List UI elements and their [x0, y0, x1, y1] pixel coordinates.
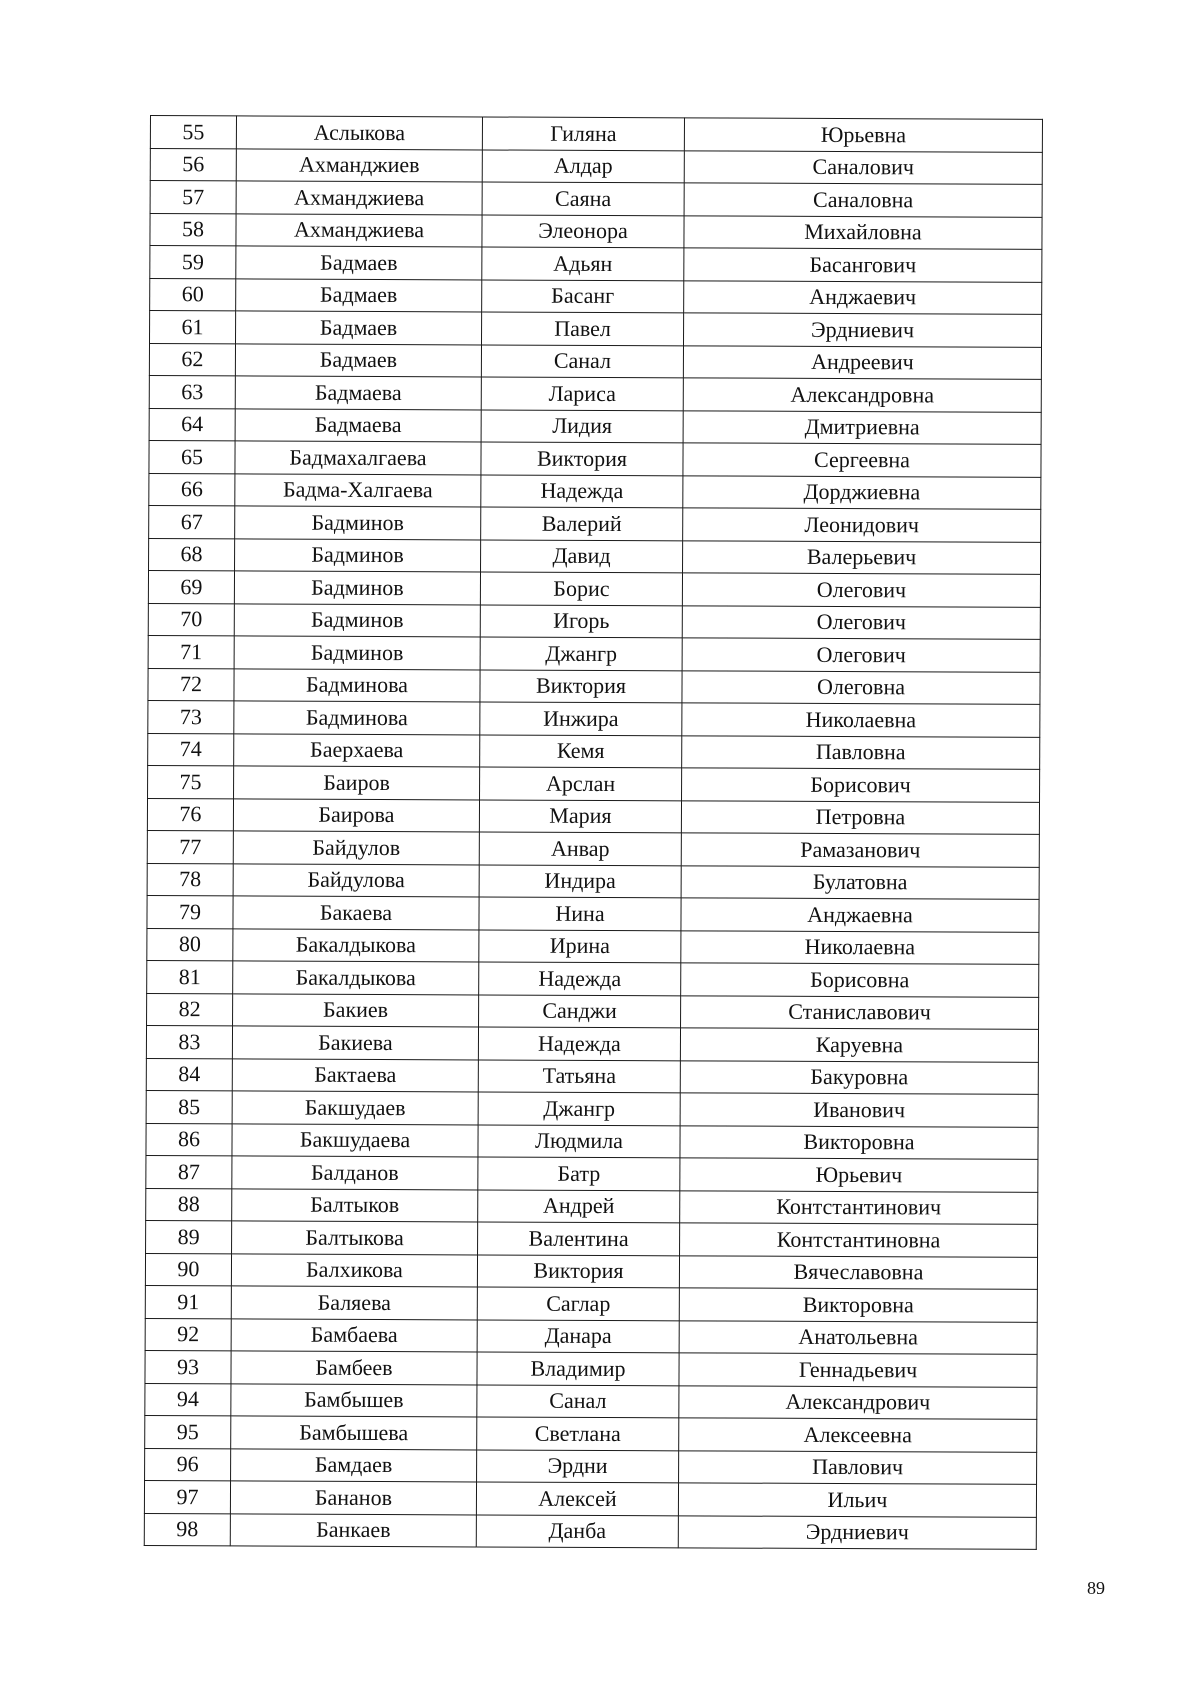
patronymic-cell: Вячеславовна	[679, 1255, 1037, 1289]
row-number-cell: 87	[146, 1155, 232, 1188]
row-number-cell: 67	[149, 505, 235, 538]
patronymic-cell: Анджаевич	[684, 280, 1042, 314]
row-number-cell: 83	[146, 1025, 232, 1058]
row-number-cell: 70	[148, 603, 234, 636]
last-name-cell: Бакалдыкова	[233, 928, 479, 962]
first-name-cell: Данара	[477, 1319, 679, 1352]
row-number-cell: 86	[146, 1123, 232, 1156]
row-number-cell: 58	[150, 213, 236, 246]
first-name-cell: Андрей	[478, 1189, 680, 1222]
first-name-cell: Игорь	[480, 604, 682, 637]
first-name-cell: Санджи	[479, 994, 681, 1027]
row-number-cell: 65	[149, 440, 235, 473]
table-row	[149, 440, 1041, 476]
patronymic-cell: Иванович	[680, 1093, 1038, 1127]
row-number-cell: 94	[145, 1383, 231, 1416]
table-row	[145, 1318, 1037, 1354]
table-row	[148, 570, 1040, 606]
row-number-cell: 74	[148, 733, 234, 766]
table-row	[148, 733, 1040, 769]
table-row	[146, 1155, 1038, 1191]
first-name-cell: Людмила	[478, 1124, 680, 1157]
last-name-cell: Баиров	[234, 766, 480, 800]
first-name-cell: Мария	[479, 799, 681, 832]
table-row	[149, 408, 1041, 444]
last-name-cell: Бадмахалгаева	[235, 441, 481, 475]
row-number-cell: 82	[147, 993, 233, 1026]
last-name-cell: Бакшудаев	[232, 1091, 478, 1125]
row-number-cell: 56	[150, 148, 236, 181]
table-row	[145, 1383, 1037, 1419]
row-number-cell: 98	[144, 1513, 230, 1546]
table-row	[148, 700, 1040, 736]
patronymic-cell: Александрович	[679, 1385, 1037, 1419]
last-name-cell: Бадминов	[235, 538, 481, 572]
table-row	[145, 1350, 1037, 1386]
table-row	[147, 830, 1039, 866]
first-name-cell: Виктория	[480, 669, 682, 702]
row-number-cell: 95	[145, 1415, 231, 1448]
first-name-cell: Алдар	[482, 149, 684, 182]
row-number-cell: 97	[144, 1480, 230, 1513]
last-name-cell: Бамбаева	[231, 1318, 477, 1352]
first-name-cell: Валерий	[481, 507, 683, 540]
patronymic-cell: Каруевна	[680, 1028, 1038, 1062]
last-name-cell: Бамбышева	[231, 1416, 477, 1450]
row-number-cell: 80	[147, 928, 233, 961]
patronymic-cell: Ильич	[678, 1483, 1036, 1517]
patronymic-cell: Валерьевич	[683, 540, 1041, 574]
table-row	[146, 1025, 1038, 1061]
row-number-cell: 71	[148, 635, 234, 668]
last-name-cell: Бакиева	[232, 1026, 478, 1060]
first-name-cell: Надежда	[481, 474, 683, 507]
patronymic-cell: Борисовна	[681, 963, 1039, 997]
table-row	[144, 1480, 1036, 1516]
row-number-cell: 73	[148, 700, 234, 733]
row-number-cell: 77	[147, 830, 233, 863]
patronymic-cell: Николаевна	[682, 703, 1040, 737]
patronymic-cell: Олегович	[682, 605, 1040, 639]
last-name-cell: Балданов	[232, 1156, 478, 1190]
row-number-cell: 57	[150, 181, 236, 214]
table-row	[150, 246, 1042, 282]
table-row	[144, 1513, 1036, 1549]
row-number-cell: 84	[146, 1058, 232, 1091]
table-row	[148, 603, 1040, 639]
table-row	[146, 1123, 1038, 1159]
first-name-cell: Элеонора	[482, 214, 684, 247]
patronymic-cell: Андреевич	[683, 345, 1041, 379]
last-name-cell: Бамбеев	[231, 1351, 477, 1385]
first-name-cell: Нина	[479, 897, 681, 930]
table-row	[148, 635, 1040, 671]
first-name-cell: Джангр	[480, 637, 682, 670]
first-name-cell: Виктория	[481, 442, 683, 475]
last-name-cell: Байдулова	[233, 863, 479, 897]
row-number-cell: 76	[147, 798, 233, 831]
row-number-cell: 66	[149, 473, 235, 506]
patronymic-cell: Эрдниевич	[678, 1515, 1036, 1549]
first-name-cell: Владимир	[477, 1352, 679, 1385]
patronymic-cell: Геннадьевич	[679, 1353, 1037, 1387]
first-name-cell: Давид	[481, 539, 683, 572]
last-name-cell: Ахманджиев	[236, 148, 482, 182]
first-name-cell: Санал	[481, 344, 683, 377]
table-row	[145, 1285, 1037, 1321]
last-name-cell: Баерхаева	[234, 733, 480, 767]
last-name-cell: Бакаева	[233, 896, 479, 930]
patronymic-cell: Павлович	[679, 1450, 1037, 1484]
first-name-cell: Басанг	[482, 279, 684, 312]
last-name-cell: Ахманджиева	[236, 181, 482, 215]
table-row	[148, 668, 1040, 704]
last-name-cell: Бадмаева	[235, 376, 481, 410]
table-row	[148, 765, 1040, 801]
first-name-cell: Джангр	[478, 1092, 680, 1125]
table-row	[147, 863, 1039, 899]
patronymic-cell: Сергеевна	[683, 443, 1041, 477]
table-row	[150, 181, 1042, 217]
patronymic-cell: Анджаевна	[681, 898, 1039, 932]
table-row	[150, 148, 1042, 184]
table-row	[146, 1090, 1038, 1126]
patronymic-cell: Олеговна	[682, 670, 1040, 704]
patronymic-cell: Басангович	[684, 248, 1042, 282]
last-name-cell: Бамбышев	[231, 1383, 477, 1417]
row-number-cell: 90	[145, 1253, 231, 1286]
first-name-cell: Адьян	[482, 247, 684, 280]
patronymic-cell: Юрьевна	[684, 118, 1042, 152]
first-name-cell: Саяна	[482, 182, 684, 215]
row-number-cell: 60	[150, 278, 236, 311]
last-name-cell: Аслыкова	[236, 116, 482, 150]
last-name-cell: Бадминов	[234, 571, 480, 605]
last-name-cell: Бамдаев	[231, 1448, 477, 1482]
last-name-cell: Бадминов	[235, 506, 481, 540]
row-number-cell: 89	[146, 1220, 232, 1253]
last-name-cell: Бадминов	[234, 636, 480, 670]
first-name-cell: Надежда	[478, 1027, 680, 1060]
table-row	[149, 505, 1041, 541]
table-row	[145, 1415, 1037, 1451]
last-name-cell: Бадминова	[234, 668, 480, 702]
row-number-cell: 72	[148, 668, 234, 701]
last-name-cell: Баляева	[231, 1286, 477, 1320]
row-number-cell: 69	[148, 570, 234, 603]
first-name-cell: Алексей	[476, 1482, 678, 1515]
first-name-cell: Светлана	[477, 1417, 679, 1450]
row-number-cell: 81	[147, 960, 233, 993]
last-name-cell: Балтыкова	[232, 1221, 478, 1255]
first-name-cell: Инжира	[480, 702, 682, 735]
last-name-cell: Бадмаева	[235, 408, 481, 442]
first-name-cell: Анвар	[479, 832, 681, 865]
row-number-cell: 68	[149, 538, 235, 571]
row-number-cell: 88	[146, 1188, 232, 1221]
last-name-cell: Бадма-Халгаева	[235, 473, 481, 507]
table-row	[146, 1058, 1038, 1094]
first-name-cell: Арслан	[480, 767, 682, 800]
last-name-cell: Балхикова	[231, 1253, 477, 1287]
last-name-cell: Бадмаев	[235, 343, 481, 377]
patronymic-cell: Леонидович	[683, 508, 1041, 542]
patronymic-cell: Дорджиевна	[683, 475, 1041, 509]
patronymic-cell: Рамазанович	[681, 833, 1039, 867]
row-number-cell: 63	[149, 375, 235, 408]
patronymic-cell: Михайловна	[684, 215, 1042, 249]
first-name-cell: Лариса	[481, 377, 683, 410]
table-row	[149, 375, 1041, 411]
table-row	[147, 993, 1039, 1029]
table-row	[149, 473, 1041, 509]
patronymic-cell: Олегович	[682, 638, 1040, 672]
table-row	[147, 928, 1039, 964]
row-number-cell: 92	[145, 1318, 231, 1351]
patronymic-cell: Алексеевна	[679, 1418, 1037, 1452]
table-row	[150, 311, 1042, 347]
first-name-cell: Надежда	[479, 962, 681, 995]
last-name-cell: Ахманджиева	[236, 213, 482, 247]
row-number-cell: 96	[145, 1448, 231, 1481]
row-number-cell: 62	[149, 343, 235, 376]
page-number: 89	[1087, 1578, 1105, 1598]
row-number-cell: 75	[148, 765, 234, 798]
row-number-cell: 79	[147, 895, 233, 928]
last-name-cell: Бакшудаева	[232, 1123, 478, 1157]
roster-table	[144, 115, 1043, 1550]
first-name-cell: Эрдни	[477, 1449, 679, 1482]
patronymic-cell: Саналович	[684, 150, 1042, 184]
first-name-cell: Ирина	[479, 929, 681, 962]
last-name-cell: Бакалдыкова	[233, 961, 479, 995]
patronymic-cell: Эрдниевич	[684, 313, 1042, 347]
patronymic-cell: Борисович	[682, 768, 1040, 802]
row-number-cell: 59	[150, 246, 236, 279]
last-name-cell: Бананов	[230, 1481, 476, 1515]
table-row	[146, 1220, 1038, 1256]
row-number-cell: 85	[146, 1090, 232, 1123]
last-name-cell: Бадминов	[234, 603, 480, 637]
first-name-cell: Кемя	[480, 734, 682, 767]
patronymic-cell: Николаевна	[681, 930, 1039, 964]
table-row	[150, 213, 1042, 249]
patronymic-cell: Юрьевич	[680, 1158, 1038, 1192]
last-name-cell: Банкаев	[230, 1513, 476, 1547]
table-row	[149, 343, 1041, 379]
first-name-cell: Борис	[480, 572, 682, 605]
table-row	[150, 116, 1042, 152]
table-row	[147, 960, 1039, 996]
first-name-cell: Виктория	[477, 1254, 679, 1287]
first-name-cell: Батр	[478, 1157, 680, 1190]
row-number-cell: 55	[150, 116, 236, 149]
table-row	[145, 1448, 1037, 1484]
patronymic-cell: Петровна	[681, 800, 1039, 834]
first-name-cell: Гиляна	[482, 117, 684, 150]
row-number-cell: 64	[149, 408, 235, 441]
patronymic-cell: Станиславович	[681, 995, 1039, 1029]
table-row	[147, 895, 1039, 931]
first-name-cell: Данба	[476, 1514, 678, 1547]
patronymic-cell: Александровна	[683, 378, 1041, 412]
first-name-cell: Лидия	[481, 409, 683, 442]
last-name-cell: Байдулов	[233, 831, 479, 865]
last-name-cell: Бакиев	[233, 993, 479, 1027]
patronymic-cell: Викторовна	[679, 1288, 1037, 1322]
patronymic-cell: Булатовна	[681, 865, 1039, 899]
row-number-cell: 78	[147, 863, 233, 896]
last-name-cell: Бактаева	[232, 1058, 478, 1092]
row-number-cell: 93	[145, 1350, 231, 1383]
patronymic-cell: Контстантиновна	[680, 1223, 1038, 1257]
patronymic-cell: Анатольевна	[679, 1320, 1037, 1354]
roster-table-body	[144, 116, 1042, 1550]
first-name-cell: Валентина	[478, 1222, 680, 1255]
last-name-cell: Бадмаев	[236, 311, 482, 345]
patronymic-cell: Контстантинович	[680, 1190, 1038, 1224]
row-number-cell: 91	[145, 1285, 231, 1318]
patronymic-cell: Олегович	[682, 573, 1040, 607]
patronymic-cell: Саналовна	[684, 183, 1042, 217]
table-row	[145, 1253, 1037, 1289]
patronymic-cell: Дмитриевна	[683, 410, 1041, 444]
table-row	[149, 538, 1041, 574]
last-name-cell: Бадмаев	[236, 246, 482, 280]
last-name-cell: Бадминова	[234, 701, 480, 735]
first-name-cell: Индира	[479, 864, 681, 897]
first-name-cell: Татьяна	[478, 1059, 680, 1092]
first-name-cell: Павел	[482, 312, 684, 345]
first-name-cell: Саглар	[477, 1287, 679, 1320]
row-number-cell: 61	[150, 311, 236, 344]
table-row	[147, 798, 1039, 834]
last-name-cell: Балтыков	[232, 1188, 478, 1222]
first-name-cell: Санал	[477, 1384, 679, 1417]
table-row	[150, 278, 1042, 314]
patronymic-cell: Павловна	[682, 735, 1040, 769]
patronymic-cell: Бакуровна	[680, 1060, 1038, 1094]
patronymic-cell: Викторовна	[680, 1125, 1038, 1159]
table-row	[146, 1188, 1038, 1224]
last-name-cell: Бадмаев	[236, 278, 482, 312]
last-name-cell: Баирова	[233, 798, 479, 832]
